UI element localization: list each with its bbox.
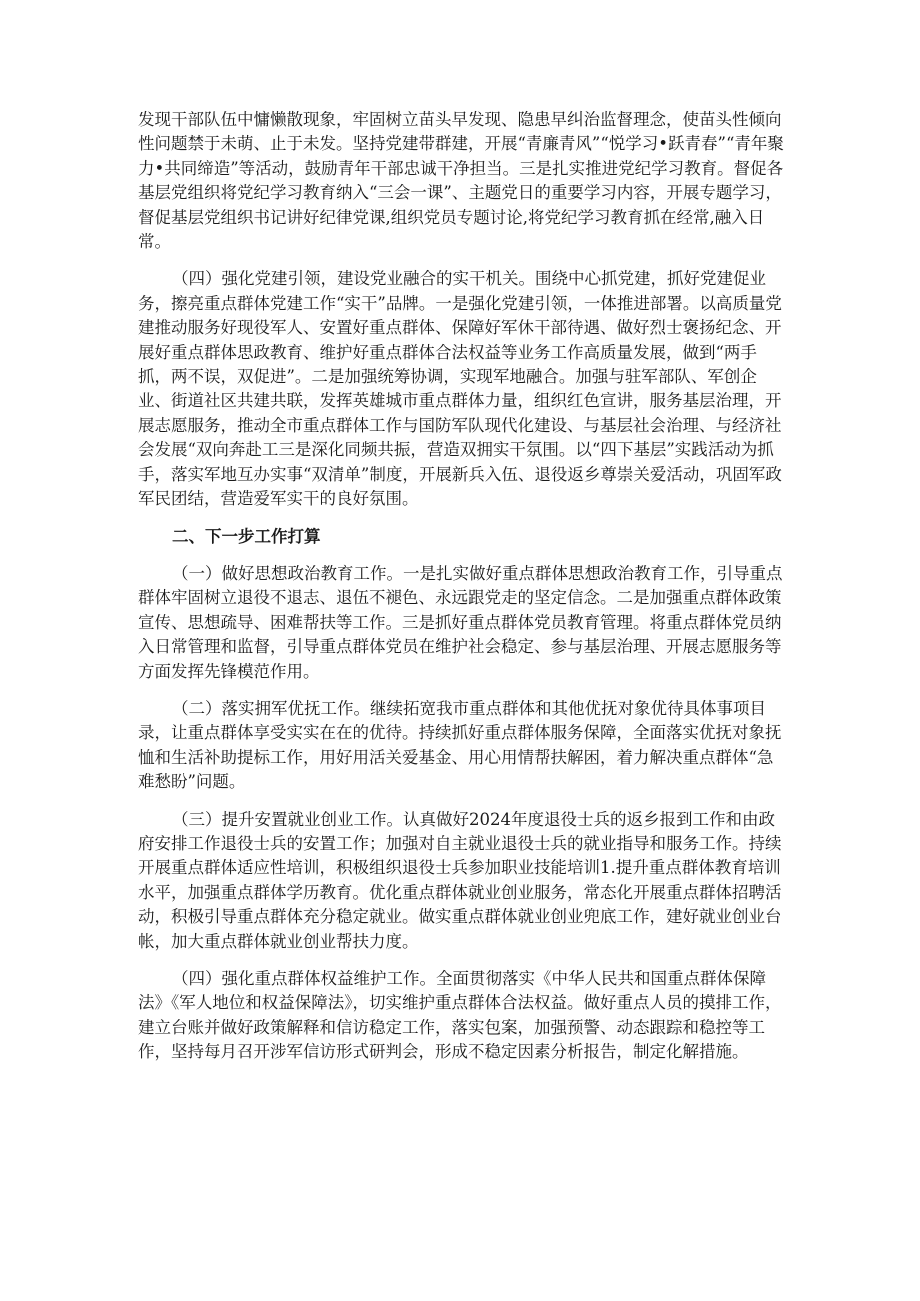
paragraph-rights-protection: （四）强化重点群体权益维护工作。全面贯彻落实《中华人民共和国重点群体保障法》《军人地位和权益保障法》，切实维护重点群体合法权益。做好重点人员的摸排工作，建立台账并做好政策解释和信访稳定工作，落实包案，加强预警、动态跟踪和稳控等工作，坚持每月召开涉军信访形式研判会，形成不稳定因素分析报告，制定化解措施。 <box>138 969 782 1062</box>
paragraph-continuation: 发现干部队伍中慵懒散现象，牢固树立苗头早发现、隐患早纠治监督理念，使苗头性倾向性问题禁于未萌、止于未发。坚持党建带群建，开展“青廉青风”“悦学习•跃青春”“青年聚力•共同缔造”等活动，鼓励青年干部忠诚干净担当。三是扎实推进党纪学习教育。督促各基层党组织将党纪学习教育纳入“三会一课”、主题党日的重要学习内容，开展专题学习，督促基层党组织书记讲好纪律党课,组织党员专题讨论,将党纪学习教育抓在经常,融入日常。 <box>138 110 784 252</box>
paragraph-political-education: （一）做好思想政治教育工作。一是扎实做好重点群体思想政治教育工作，引导重点群体牢固树立退役不退志、退伍不褪色、永远跟党走的坚定信念。二是加强重点群体政策宣传、思想疏导、困难帮扶等工作。三是抓好重点群体党员教育管理。将重点群体党员纳入日常管理和监督，引导重点群体党员在维护社会稳定、参与基层治理、开展志愿服务等方面发挥先锋模范作用。 <box>138 563 783 681</box>
document-page <box>138 108 786 1065</box>
section-heading-next-steps: 二、下一步工作打算 <box>172 526 321 546</box>
paragraph-employment: （三）提升安置就业创业工作。认真做好2024年度退役士兵的返乡报到工作和由政府安排工作退役士兵的安置工作；加强对自主就业退役士兵的就业指导和服务工作。持续开展重点群体适应性培训，积极组织退役士兵参加职业技能培训1.提升重点群体教育培训水平，加强重点群体学历教育。优化重点群体就业创业服务，常态化开展重点群体招聘活动，积极引导重点群体充分稳定就业。做实重点群体就业创业兜底工作，建好就业创业台帐，加大重点群体就业创业帮扶力度。 <box>138 809 782 951</box>
paragraph-party-building: （四）强化党建引领，建设党业融合的实干机关。围绕中心抓党建，抓好党建促业务，擦亮重点群体党建工作“实干”品牌。一是强化党建引领，一体推进部署。以高质量党建推动服务好现役军人、安置好重点群体、保障好军休干部待遇、做好烈士褒扬纪念、开展好重点群体思政教育、维护好重点群体合法权益等业务工作高质量发展，做到“两手抓，两不误，双促进”。二是加强统筹协调，实现军地融合。加强与驻军部队、军创企业、街道社区共建共联，发挥英雄城市重点群体力量，组织红色宣讲，服务基层治理，开展志愿服务，推动全市重点群体工作与国防军队现代化建设、与基层社会治理、与经济社会发展“双向奔赴工三是深化同频共振，营造双拥实干氛围。以“四下基层”实践活动为抓手，落实军地互办实事“双清单”制度，开展新兵入伍、退役返乡尊崇关爱活动，巩固军政军民团结，营造爱军实干的良好氛围。 <box>138 269 782 509</box>
paragraph-military-support: （二）落实拥军优抚工作。继续拓宽我市重点群体和其他优抚对象优待具体事项目录，让重点群体享受实实在在的优待。持续抓好重点群体服务保障，全面落实优抚对象抚恤和生活补助提标工作，用好用活关爱基金、用心用情帮扶解困，着力解决重点群体“急难愁盼”问题。 <box>138 698 782 792</box>
